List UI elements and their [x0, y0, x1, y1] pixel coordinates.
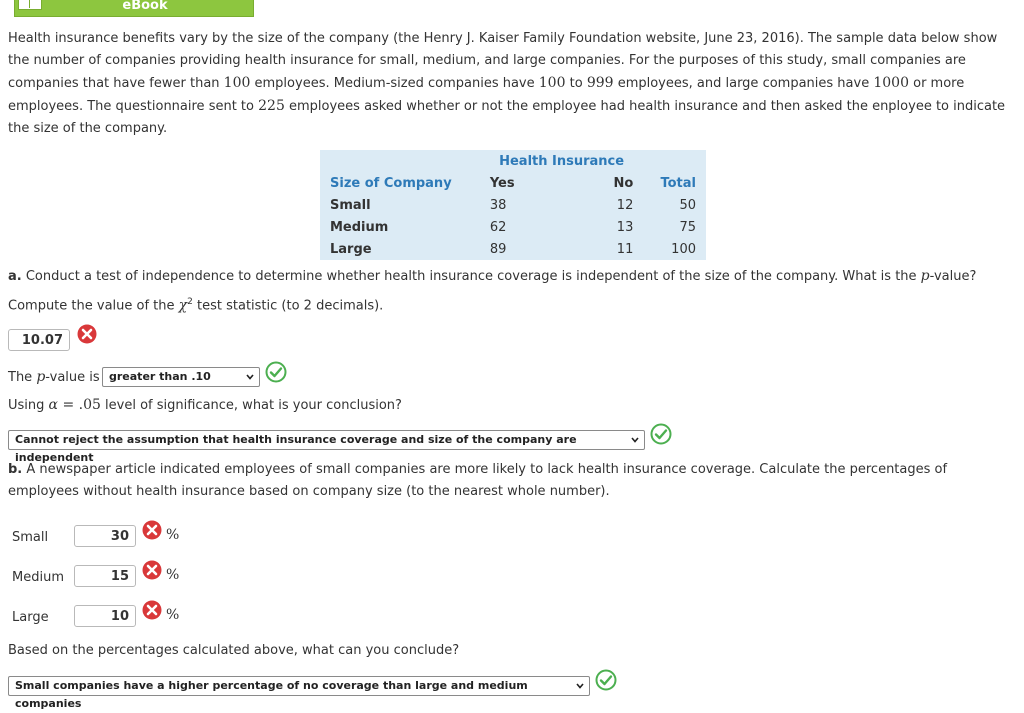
incorrect-icon — [142, 600, 162, 620]
pvalue-prompt: The p-value is — [8, 369, 100, 385]
row-size: Large — [330, 241, 372, 257]
small-percent-input[interactable]: 30 — [74, 525, 136, 547]
table-row — [320, 238, 706, 260]
alpha-prompt: Using α = .05 level of significance, what is your conclusion? — [8, 397, 402, 413]
percent-sign: % — [166, 527, 180, 543]
row-yes: 38 — [489, 197, 507, 213]
chi-square-input[interactable]: 10.07 — [8, 329, 70, 351]
large-percent-input[interactable]: 10 — [74, 605, 136, 627]
conclusion-select-b[interactable] — [8, 676, 590, 710]
conclusion-select-a-value: Cannot reject the assumption that health insurance coverage and size of the company are independent — [15, 433, 577, 464]
correct-icon — [595, 669, 617, 691]
incorrect-icon — [142, 560, 162, 580]
row-no: 13 — [616, 219, 634, 235]
part-b-question: b. A newspaper article indicated employees of small companies are more likely to lack health insurance coverage. Calculate the percentages of employees without health insurance based on company size (to the nearest whole number). — [8, 462, 948, 499]
conclude-prompt: Based on the percentages calculated above, what can you conclude? — [8, 643, 460, 658]
conclusion-select-b-value: Small companies have a higher percentage of no coverage than large and medium companies — [15, 679, 528, 710]
book-icon — [18, 0, 42, 10]
top-bar — [0, 0, 1024, 18]
table-row — [320, 194, 706, 216]
chevron-down-icon — [631, 437, 639, 443]
col-total-header: Total — [660, 175, 696, 191]
percent-sign: % — [166, 607, 180, 623]
chi-compute-prompt: Compute the value of the $\chi^2$ test statistic (to 2 decimals). — [8, 297, 384, 314]
row-size: Medium — [330, 219, 389, 235]
correct-icon — [265, 361, 287, 383]
row-yes: 89 — [489, 241, 507, 257]
row-total: 50 — [679, 197, 696, 213]
conclusion-select-a[interactable] — [8, 430, 645, 464]
incorrect-icon — [77, 324, 97, 344]
medium-label: Medium — [12, 570, 64, 585]
table-row — [320, 216, 706, 238]
contingency-table — [320, 150, 706, 260]
pvalue-select-value: greater than .10 — [109, 370, 211, 383]
row-yes: 62 — [489, 219, 507, 235]
row-no: 11 — [616, 241, 634, 257]
small-label: Small — [12, 530, 49, 545]
row-size: Small — [330, 197, 371, 213]
col-yes-header: Yes — [489, 175, 515, 191]
row-no: 12 — [616, 197, 634, 213]
ebook-tab-label: eBook — [122, 0, 168, 13]
large-label: Large — [12, 610, 49, 625]
col-size-header: Size of Company — [330, 175, 452, 191]
chevron-down-icon — [246, 374, 254, 380]
col-no-header: No — [613, 175, 634, 191]
ebook-tab[interactable] — [14, 0, 254, 17]
intro-paragraph: Health insurance benefits vary by the size of the company (the Henry J. Kaiser Family Foundation website, June 23, 2016). The sample data below show the number of companies providing health insurance for small, medium, and large companies. For the purposes of this study, small companies are companies that have fewer than 100 employees. Medium-sized companies have 100 to 999 employees, and large companies have 1000 or more employees. The questionnaire sent to 225 employees asked whether or not the employee had health insurance and then asked the enployee to indicate the size of the company. — [8, 31, 1006, 136]
medium-percent-input[interactable]: 15 — [74, 565, 136, 587]
group-header: Health Insurance — [499, 153, 625, 169]
part-a-question: a. Conduct a test of independence to determine whether health insurance coverage is independent of the size of the company. What is the p-value? — [8, 268, 977, 284]
incorrect-icon — [142, 520, 162, 540]
pvalue-select[interactable] — [102, 367, 260, 387]
row-total: 100 — [671, 241, 696, 257]
percent-sign: % — [166, 567, 180, 583]
correct-icon — [650, 423, 672, 445]
chevron-down-icon — [576, 683, 584, 689]
row-total: 75 — [679, 219, 696, 235]
